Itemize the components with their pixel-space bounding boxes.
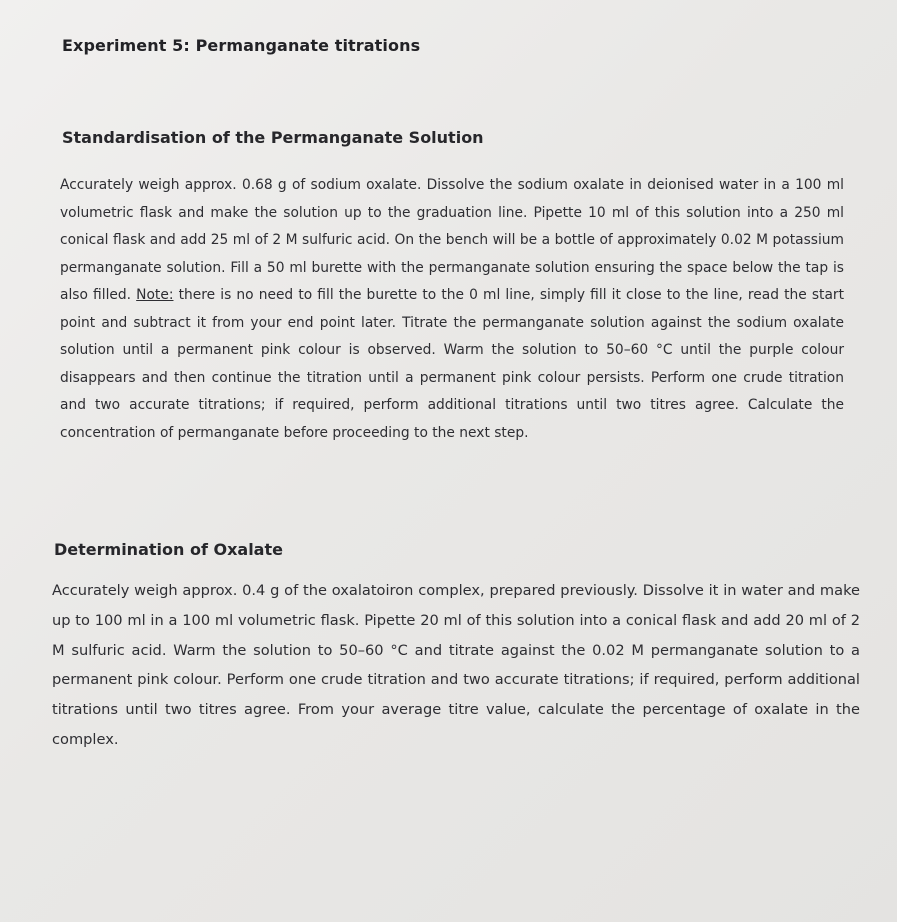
section-paragraph-standardisation xyxy=(60,172,844,447)
section-paragraph-oxalate: Accurately weigh approx. 0.4 g of the oxalatoiron complex, prepared previously. Dissolve it in water and make up to 100 ml in a 100 ml volumetric flask. Pipette 20 ml of this solution into a conical flask and add 20 ml of 2 M sulfuric acid. Warm the solution to 50–60 °C and titrate against the 0.02 M permanganate solution to a permanent pink colour. Perform one crude titration and two accurate titrations; if required, perform additional titrations until two titres agree. From your average titre value, calculate the percentage of oxalate in the complex. xyxy=(52,582,860,748)
note-label: Note: xyxy=(136,287,174,303)
section-heading-standardisation: Standardisation of the Permanganate Solution xyxy=(62,128,484,147)
page-title: Experiment 5: Permanganate titrations xyxy=(62,36,421,55)
section-heading-oxalate: Determination of Oxalate xyxy=(54,540,283,559)
paragraph-text-before-note: Accurately weigh approx. 0.68 g of sodium oxalate. Dissolve the sodium oxalate in deionised water in a 100 ml volumetric flask and make the solution up to the graduation line. Pipette 10 ml of this solution into a 250 ml conical flask and add 25 ml of 2 M sulfuric acid. On the bench will be a bottle of approximately 0.02 M potassium permanganate solution. Fill a 50 ml burette with the permanganate solution ensuring the space below the tap is also filled. xyxy=(60,177,844,303)
paragraph-text-after-note: there is no need to fill the burette to the 0 ml line, simply fill it close to the line, read the start point and subtract it from your end point later. Titrate the permanganate solution against the sodium oxalate solution until a permanent pink colour is observed. Warm the solution to 50–60 °C until the purple colour disappears and then continue the titration until a permanent pink colour persists. Perform one crude titration and two accurate titrations; if required, perform additional titrations until two titres agree. Calculate the concentration of permanganate before proceeding to the next step. xyxy=(60,287,844,441)
